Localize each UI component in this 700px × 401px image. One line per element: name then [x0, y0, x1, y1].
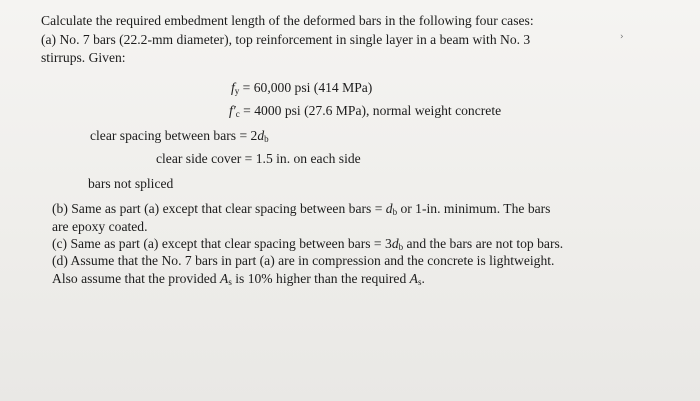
spacing-symbol: d — [257, 128, 265, 143]
part-b-line-2: are epoxy coated. — [52, 219, 148, 234]
part-d-symbol-1: A — [220, 271, 229, 286]
part-d-line-2 — [52, 271, 425, 290]
part-d-text-b: is 10% higher than the required — [231, 271, 410, 286]
fc-symbol: f′ — [229, 103, 236, 118]
fy-symbol: f — [231, 80, 235, 95]
given-cover: clear side cover = 1.5 in. on each side — [156, 151, 361, 166]
intro-line-2: (a) No. 7 bars (22.2-mm diameter), top reinforcement in single layer in a beam with No. 3 — [41, 32, 531, 47]
fy-value: = 60,000 psi (414 MPa) — [239, 80, 373, 95]
fc-value: = 4000 psi (27.6 MPa), normal weight concrete — [239, 103, 502, 118]
part-d-text-c: . — [421, 271, 425, 286]
given-splice: bars not spliced — [88, 176, 174, 191]
part-d-symbol-2: A — [409, 271, 418, 286]
spacing-subscript: b — [264, 134, 269, 144]
part-b-text-b: or 1-in. minimum. The bars — [397, 201, 551, 216]
part-c-text-b: and the bars are not top bars. — [403, 236, 564, 251]
part-b-subscript: b — [392, 207, 398, 217]
given-fy — [231, 80, 372, 99]
part-b-text-a: (b) Same as part (a) except that clear spacing between bars = — [52, 201, 386, 216]
fc-subscript: c — [235, 109, 240, 119]
part-b-line-1 — [52, 201, 550, 220]
part-d-line-1: (d) Assume that the No. 7 bars in part (a) are in compression and the concrete is lightweight. — [52, 253, 555, 268]
part-c-subscript: b — [398, 242, 404, 252]
part-d-text-a: Also assume that the provided — [52, 271, 221, 286]
given-fc — [229, 103, 501, 122]
intro-line-1: Calculate the required embedment length of the deformed bars in the following four cases: — [41, 13, 534, 28]
part-d-subscript-2: s — [417, 277, 422, 287]
part-c-text-a: (c) Same as part (a) except that clear spacing between bars = 3 — [52, 236, 392, 251]
intro-line-3: stirrups. Given: — [41, 50, 126, 65]
fy-subscript: y — [234, 86, 240, 96]
part-d-subscript-1: s — [228, 277, 232, 287]
scroll-marker-icon: › — [620, 32, 624, 42]
part-b-symbol: d — [385, 201, 393, 216]
part-c-symbol: d — [391, 236, 399, 251]
given-spacing — [90, 128, 269, 147]
spacing-label: clear spacing between bars = 2 — [90, 128, 258, 143]
